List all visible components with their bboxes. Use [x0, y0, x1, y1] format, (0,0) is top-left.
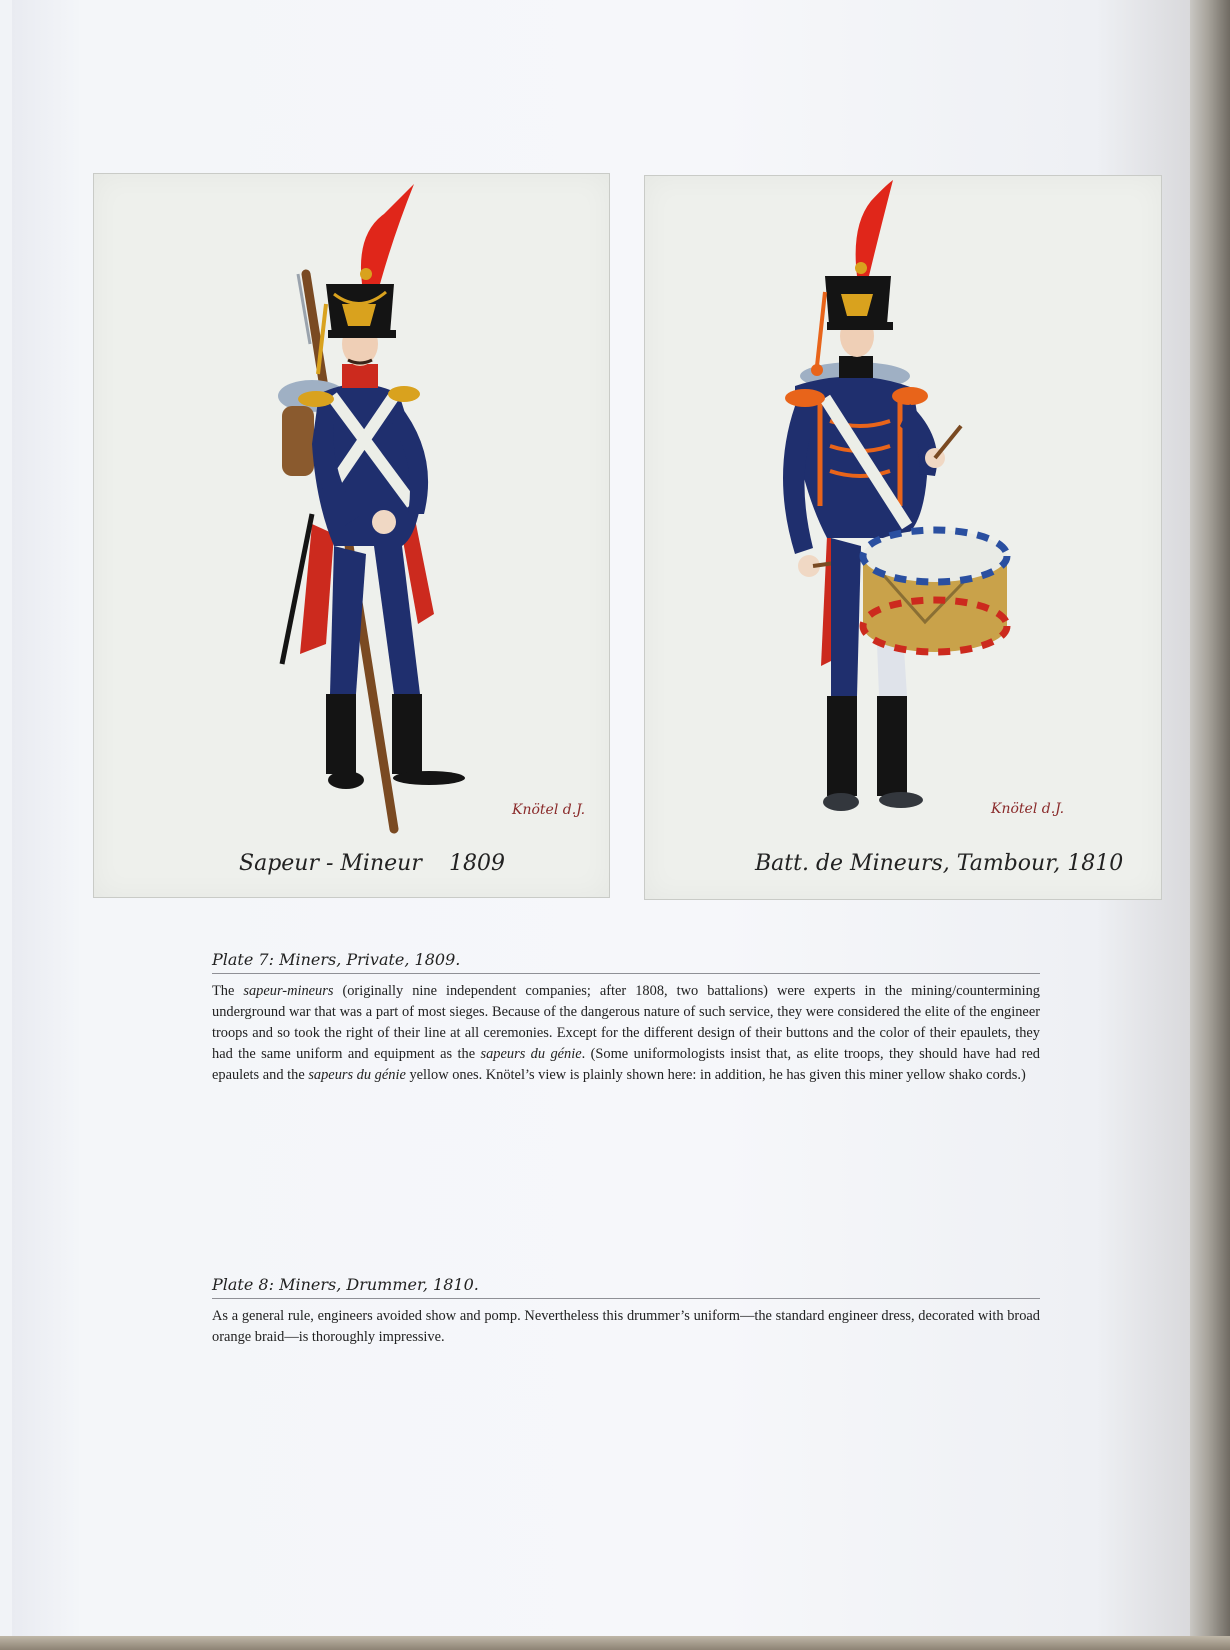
- plate-7-caption: Sapeur - Mineur: [239, 851, 422, 876]
- plate-7-year: 1809: [449, 851, 505, 876]
- plate-8-illustration: [644, 175, 1162, 900]
- plate-7-illustration: [93, 173, 610, 898]
- drummer-figure: [645, 176, 1161, 899]
- plate-7-signature: Knötel d.J.: [512, 802, 586, 818]
- plate-8-signature: Knötel d.J.: [991, 801, 1065, 817]
- drum: [863, 530, 1007, 652]
- plate-8-caption: Batt. de Mineurs, Tambour, 1810: [755, 851, 1124, 876]
- plate-8-body: As a general rule, engineers avoided show and pomp. Nevertheless this drummer’s uniform—the standard engineer dress, decorated with broad orange braid—is thoroughly impressive.: [212, 1308, 1040, 1345]
- book-spine: [1190, 0, 1230, 1650]
- page-bottom-edge: [0, 1636, 1230, 1650]
- plate-7-heading: Plate 7: Miners, Private, 1809.: [212, 950, 461, 969]
- plate-7-body: The sapeur-mineurs (originally nine independent companies; after 1808, two battalions) were experts in the mining/countermining underground war that was a part of most sieges. Because of the dangerous nature of such service, they were considered the elite of the engineer troops and so took the right of their line at all ceremonies. Except for the different design of their buttons and the color of their epaulets, they had the same uniform and equipment as the sapeurs du génie. (Some uniformologists insist that, as elite troops, they should have had red epaulets and the sapeurs du génie yellow ones. Knötel’s view is plainly shown here: in addition, he has given this miner yellow shako cords.): [212, 983, 1040, 1083]
- sapeur-mineur-figure: [94, 174, 609, 897]
- plate-8-heading: Plate 8: Miners, Drummer, 1810.: [212, 1275, 479, 1294]
- plate-7-rule: [212, 973, 1040, 974]
- plate-8-rule: [212, 1298, 1040, 1299]
